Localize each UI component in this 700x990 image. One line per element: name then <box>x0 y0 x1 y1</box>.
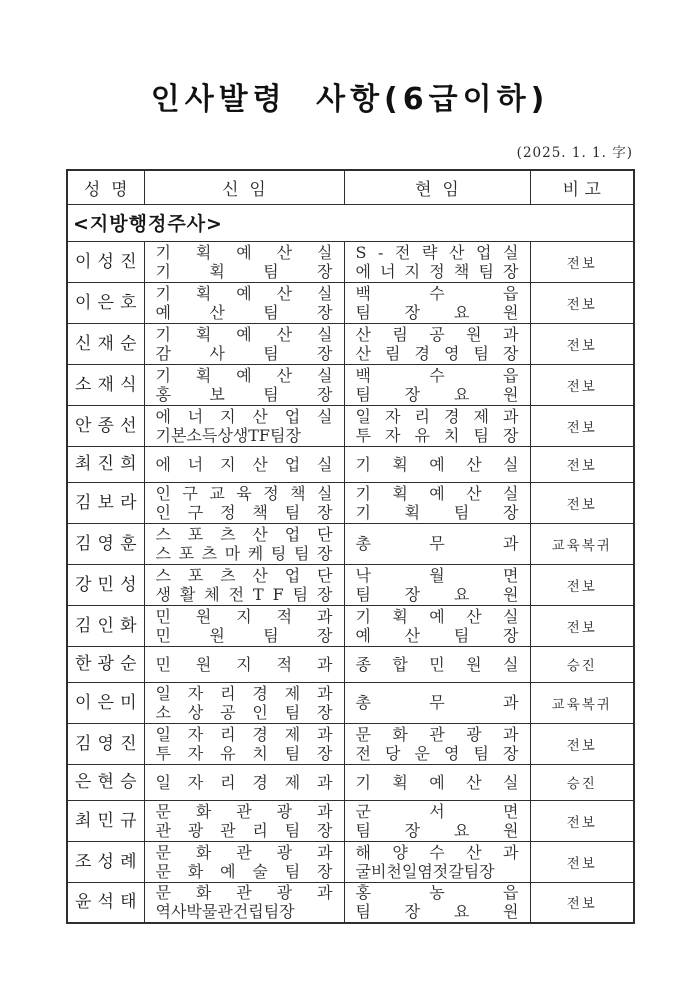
name-cell <box>67 446 144 482</box>
person-name: 이 성 진 <box>75 251 137 272</box>
current-position-cell <box>344 405 530 446</box>
person-name: 은 현 승 <box>75 772 137 792</box>
name-cell <box>67 405 144 446</box>
new-position-cell <box>144 564 344 605</box>
new-position-cell <box>144 723 344 764</box>
name-cell <box>67 682 144 723</box>
remark-cell: 전보 <box>530 364 634 405</box>
position-line: 일 자 리 경 제 과 <box>155 683 333 703</box>
new-position-cell <box>144 523 344 564</box>
remark-cell: 교육복귀 <box>530 682 634 723</box>
position-line: 팀 장 요 원 <box>355 902 519 922</box>
position-line: 역사박물관건립팀장 <box>155 902 295 922</box>
person-name: 신 재 순 <box>75 333 137 354</box>
remark-cell: 전보 <box>530 605 634 646</box>
table-row <box>67 482 634 523</box>
person-name: 김 영 진 <box>75 733 137 754</box>
person-name: 김 보 라 <box>75 492 137 513</box>
position-line: 총 무 과 <box>355 534 519 553</box>
position-line: 기 획 예 산 실 <box>155 365 333 385</box>
new-position-cell <box>144 764 344 800</box>
position-line: 기본소득상생TF팀장 <box>155 425 301 445</box>
new-position-cell <box>144 446 344 482</box>
table-row <box>67 564 634 605</box>
remark-cell: 전보 <box>530 723 634 764</box>
position-line: 관 광 관 리 팀 장 <box>155 820 333 840</box>
position-line: 민 원 지 적 과 <box>155 654 333 674</box>
name-cell <box>67 282 144 323</box>
position-line: 스 포 츠 산 업 단 <box>155 524 333 544</box>
position-line: 투 자 유 치 팀 장 <box>355 425 519 445</box>
name-cell <box>67 523 144 564</box>
position-line: 에 너 지 산 업 실 <box>155 406 333 426</box>
new-position-cell <box>144 282 344 323</box>
person-name: 강 민 성 <box>75 574 137 595</box>
position-line: 기 획 팀 장 <box>355 502 519 522</box>
current-position-cell <box>344 800 530 841</box>
position-line: 소 상 공 인 팀 장 <box>155 702 333 722</box>
name-cell <box>67 482 144 523</box>
current-position-cell <box>344 646 530 682</box>
person-name: 안 종 선 <box>75 415 137 436</box>
name-cell <box>67 764 144 800</box>
position-line: 민 원 지 적 과 <box>155 606 333 626</box>
person-name: 이 은 호 <box>75 292 137 313</box>
position-line: 인 구 교 육 정 책 실 <box>155 483 333 503</box>
new-position-cell <box>144 646 344 682</box>
name-cell <box>67 241 144 282</box>
current-position-cell <box>344 364 530 405</box>
current-position-cell <box>344 564 530 605</box>
table-row <box>67 446 634 482</box>
position-line: 문 화 관 광 과 <box>155 883 333 903</box>
position-line: 군 서 면 <box>355 801 519 821</box>
position-line: 문 화 예 술 팀 장 <box>155 861 333 881</box>
person-name: 최 진 희 <box>75 454 137 474</box>
remark-cell: 전보 <box>530 446 634 482</box>
position-line: 전 당 운 영 팀 장 <box>355 743 519 763</box>
table-row <box>67 764 634 800</box>
position-line: 예 산 팀 장 <box>355 625 519 645</box>
position-line: 총 무 과 <box>355 693 519 712</box>
personnel-table <box>66 169 635 924</box>
current-position-cell <box>344 323 530 364</box>
position-line: 백 수 읍 <box>355 283 519 303</box>
position-line: 산 림 공 원 과 <box>355 324 519 344</box>
person-name: 한 광 순 <box>75 654 137 674</box>
current-position-cell <box>344 523 530 564</box>
name-cell <box>67 800 144 841</box>
position-line: 스 포 츠 마 케 팅 팀 장 <box>155 543 333 563</box>
position-line: 투 자 유 치 팀 장 <box>155 743 333 763</box>
position-line: 기 획 예 산 실 <box>355 772 519 792</box>
position-line: 일 자 리 경 제 과 <box>155 772 333 792</box>
new-position-cell <box>144 682 344 723</box>
position-line: 일 자 리 경 제 과 <box>355 406 519 426</box>
position-line: 팀 장 요 원 <box>355 302 519 322</box>
table-row <box>67 405 634 446</box>
name-cell <box>67 564 144 605</box>
new-position-cell <box>144 800 344 841</box>
person-name: 윤 석 태 <box>75 892 137 913</box>
table-row <box>67 605 634 646</box>
remark-cell: 승진 <box>530 646 634 682</box>
remark-cell: 전보 <box>530 882 634 923</box>
current-position-cell <box>344 841 530 882</box>
header-new: 신 임 <box>144 170 344 204</box>
header-current: 현 임 <box>344 170 530 204</box>
person-name: 소 재 식 <box>75 374 137 395</box>
current-position-cell <box>344 682 530 723</box>
table-row <box>67 682 634 723</box>
position-line: 에 너 지 정 책 팀 장 <box>355 261 519 281</box>
position-line: 기 획 예 산 실 <box>355 606 519 626</box>
person-name: 조 성 례 <box>75 851 137 872</box>
remark-cell: 전보 <box>530 841 634 882</box>
position-line: 기 획 예 산 실 <box>155 324 333 344</box>
table-header-row <box>67 170 634 204</box>
remark-cell: 전보 <box>530 323 634 364</box>
name-cell <box>67 323 144 364</box>
position-line: 감 사 팀 장 <box>155 343 333 363</box>
position-line: 기 획 예 산 실 <box>355 483 519 503</box>
name-cell <box>67 723 144 764</box>
section-header-label: <지방행정주사> <box>67 204 634 241</box>
position-line: 팀 장 요 원 <box>355 384 519 404</box>
name-cell <box>67 646 144 682</box>
position-line: 낙 월 면 <box>355 565 519 585</box>
position-line: 기 획 팀 장 <box>155 261 333 281</box>
table-row <box>67 800 634 841</box>
table-row <box>67 882 634 923</box>
person-name: 이 은 미 <box>75 692 137 713</box>
header-remark: 비 고 <box>530 170 634 204</box>
position-line: 기 획 예 산 실 <box>155 242 333 262</box>
remark-cell: 교육복귀 <box>530 523 634 564</box>
current-position-cell <box>344 605 530 646</box>
table-row <box>67 282 634 323</box>
table-row <box>67 523 634 564</box>
position-line: 문 화 관 광 과 <box>155 842 333 862</box>
new-position-cell <box>144 482 344 523</box>
new-position-cell <box>144 241 344 282</box>
position-line: 예 산 팀 장 <box>155 302 333 322</box>
position-line: 팀 장 요 원 <box>355 584 519 604</box>
table-row <box>67 364 634 405</box>
position-line: 백 수 읍 <box>355 365 519 385</box>
remark-cell: 전보 <box>530 282 634 323</box>
table-row <box>67 241 634 282</box>
section-header-row <box>67 204 634 241</box>
position-line: 문 화 관 광 과 <box>155 801 333 821</box>
position-line: 에 너 지 산 업 실 <box>155 454 333 474</box>
remark-cell: 전보 <box>530 482 634 523</box>
remark-cell: 전보 <box>530 564 634 605</box>
position-line: 스 포 츠 산 업 단 <box>155 565 333 585</box>
header-name: 성 명 <box>67 170 144 204</box>
remark-cell: 전보 <box>530 800 634 841</box>
position-line: 종 합 민 원 실 <box>355 654 519 674</box>
new-position-cell <box>144 882 344 923</box>
new-position-cell <box>144 364 344 405</box>
table-row <box>67 323 634 364</box>
position-line: 기 획 예 산 실 <box>155 283 333 303</box>
table-body <box>67 170 634 923</box>
position-line: 문 화 관 광 과 <box>355 724 519 744</box>
name-cell <box>67 882 144 923</box>
position-line: 일 자 리 경 제 과 <box>155 724 333 744</box>
current-position-cell <box>344 723 530 764</box>
page-title: 인사발령 사항(6급이하) <box>150 82 550 117</box>
name-cell <box>67 841 144 882</box>
position-line: 해 양 수 산 과 <box>355 842 519 862</box>
position-line: 기 획 예 산 실 <box>355 454 519 474</box>
table-row <box>67 723 634 764</box>
new-position-cell <box>144 323 344 364</box>
person-name: 김 인 화 <box>75 615 137 636</box>
current-position-cell <box>344 764 530 800</box>
position-line: 민 원 팀 장 <box>155 625 333 645</box>
position-line: 굴비천일염젓갈팀장 <box>355 861 495 881</box>
position-line: 홍 농 읍 <box>355 883 519 903</box>
person-name: 최 민 규 <box>75 810 137 831</box>
position-line: 산 림 경 영 팀 장 <box>355 343 519 363</box>
date-note: (2025. 1. 1. 字) <box>516 145 633 161</box>
name-cell <box>67 364 144 405</box>
current-position-cell <box>344 882 530 923</box>
table-row <box>67 646 634 682</box>
position-line: 생 활 체 전 T F 팀 장 <box>155 584 333 604</box>
name-cell <box>67 605 144 646</box>
remark-cell: 전보 <box>530 405 634 446</box>
position-line: S - 전 략 산 업 실 <box>355 242 519 262</box>
current-position-cell <box>344 482 530 523</box>
new-position-cell <box>144 605 344 646</box>
current-position-cell <box>344 241 530 282</box>
new-position-cell <box>144 405 344 446</box>
position-line: 인 구 정 책 팀 장 <box>155 502 333 522</box>
current-position-cell <box>344 446 530 482</box>
person-name: 김 영 훈 <box>75 533 137 554</box>
position-line: 팀 장 요 원 <box>355 820 519 840</box>
remark-cell: 전보 <box>530 241 634 282</box>
current-position-cell <box>344 282 530 323</box>
remark-cell: 승진 <box>530 764 634 800</box>
position-line: 홍 보 팀 장 <box>155 384 333 404</box>
new-position-cell <box>144 841 344 882</box>
table-row <box>67 841 634 882</box>
